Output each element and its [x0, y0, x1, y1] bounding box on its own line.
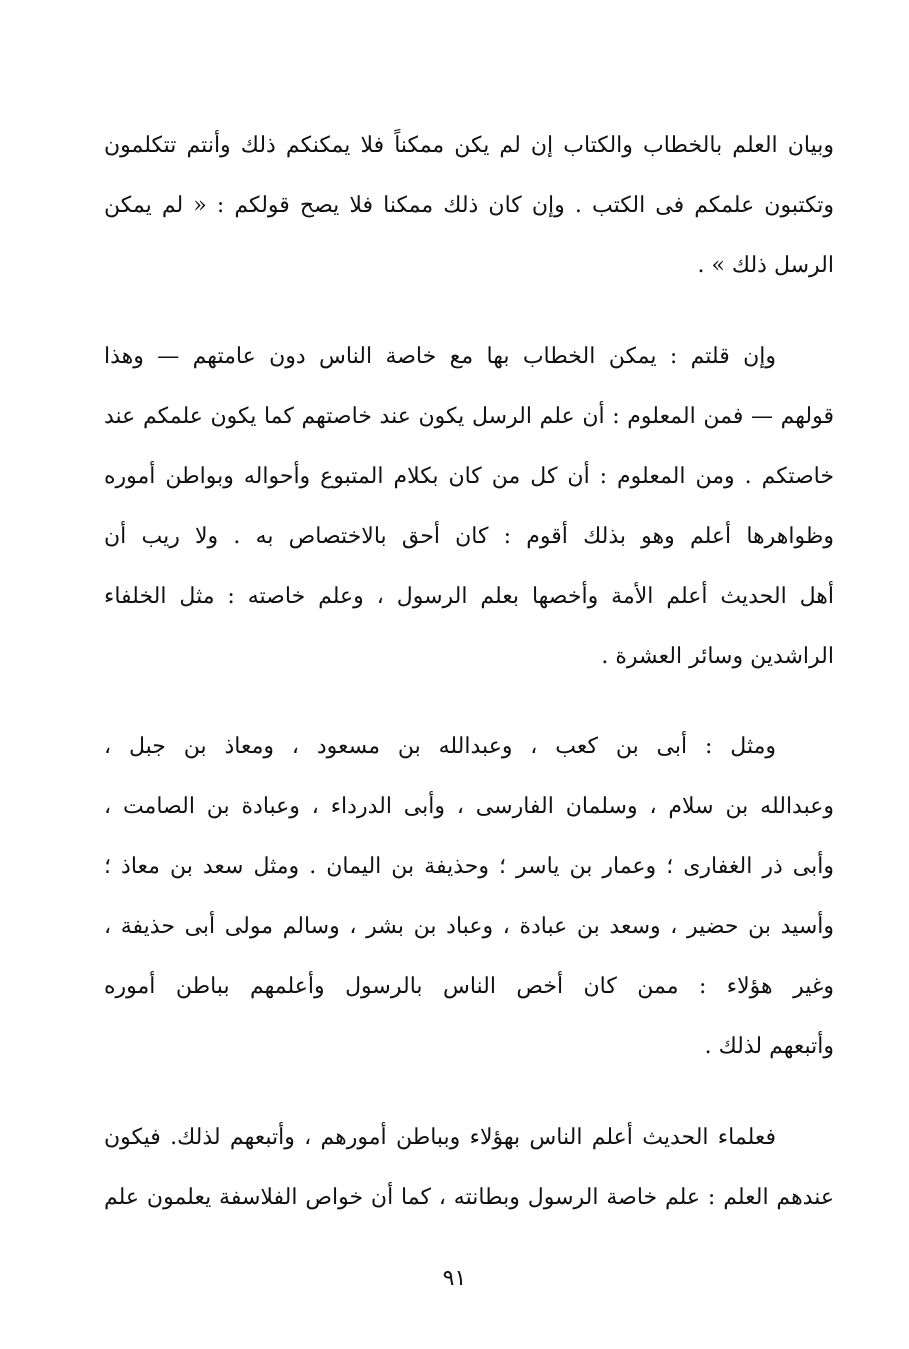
- text-line: وأسيد بن حضير ، وسعد بن عبادة ، وعباد بن بشر ، وسالم مولى أبى حذيفة ،: [104, 914, 834, 939]
- text-line: ومثل : أبى بن كعب ، وعبدالله بن مسعود ، ومعاذ بن جبل ،: [104, 734, 776, 759]
- text-line: وغير هؤلاء : ممن كان أخص الناس بالرسول وأعلمهم بباطن أموره: [104, 974, 834, 999]
- text-line: وتكتبون علمكم فى الكتب . وإن كان ذلك ممكنا فلا يصح قولكم : « لم يمكن: [104, 193, 834, 218]
- text-line: وعبدالله بن سلام ، وسلمان الفارسى ، وأبى الدرداء ، وعبادة بن الصامت ،: [104, 794, 834, 819]
- text-line: الرسل ذلك » .: [697, 253, 834, 278]
- paragraph-3: [104, 717, 834, 1077]
- text-line: قولهم — فمن المعلوم : أن علم الرسل يكون عند خاصتهم كما يكون علمكم عند: [104, 404, 834, 429]
- text-line: خاصتكم . ومن المعلوم : أن كل من كان بكلام المتبوع وأحواله وبواطن أموره: [104, 464, 834, 489]
- paragraph-1: [104, 116, 834, 296]
- text-line: وبيان العلم بالخطاب والكتاب إن لم يكن ممكناً فلا يمكنكم ذلك وأنتم تتكلمون: [104, 133, 834, 158]
- text-line: وأبى ذر الغفارى ؛ وعمار بن ياسر ؛ وحذيفة بن اليمان . ومثل سعد بن معاذ ؛: [104, 854, 834, 879]
- paragraph-2: [104, 327, 834, 687]
- text-line: وأتبعهم لذلك .: [704, 1034, 834, 1059]
- text-line: الراشدين وسائر العشرة .: [601, 644, 834, 669]
- text-line: وظواهرها أعلم وهو بذلك أقوم : كان أحق بالاختصاص به . ولا ريب أن: [104, 524, 834, 549]
- text-line: عندهم العلم : علم خاصة الرسول وبطانته ، كما أن خواص الفلاسفة يعلمون علم: [104, 1185, 834, 1210]
- text-line: وإن قلتم : يمكن الخطاب بها مع خاصة الناس دون عامتهم — وهذا: [104, 344, 776, 369]
- text-line: أهل الحديث أعلم الأمة وأخصها بعلم الرسول ، وعلم خاصته : مثل الخلفاء: [104, 584, 834, 609]
- text-line: فعلماء الحديث أعلم الناس بهؤلاء وبباطن أمورهم ، وأتبعهم لذلك. فيكون: [104, 1125, 776, 1150]
- page-number: ٩١: [442, 1266, 467, 1291]
- paragraph-4: [104, 1108, 834, 1228]
